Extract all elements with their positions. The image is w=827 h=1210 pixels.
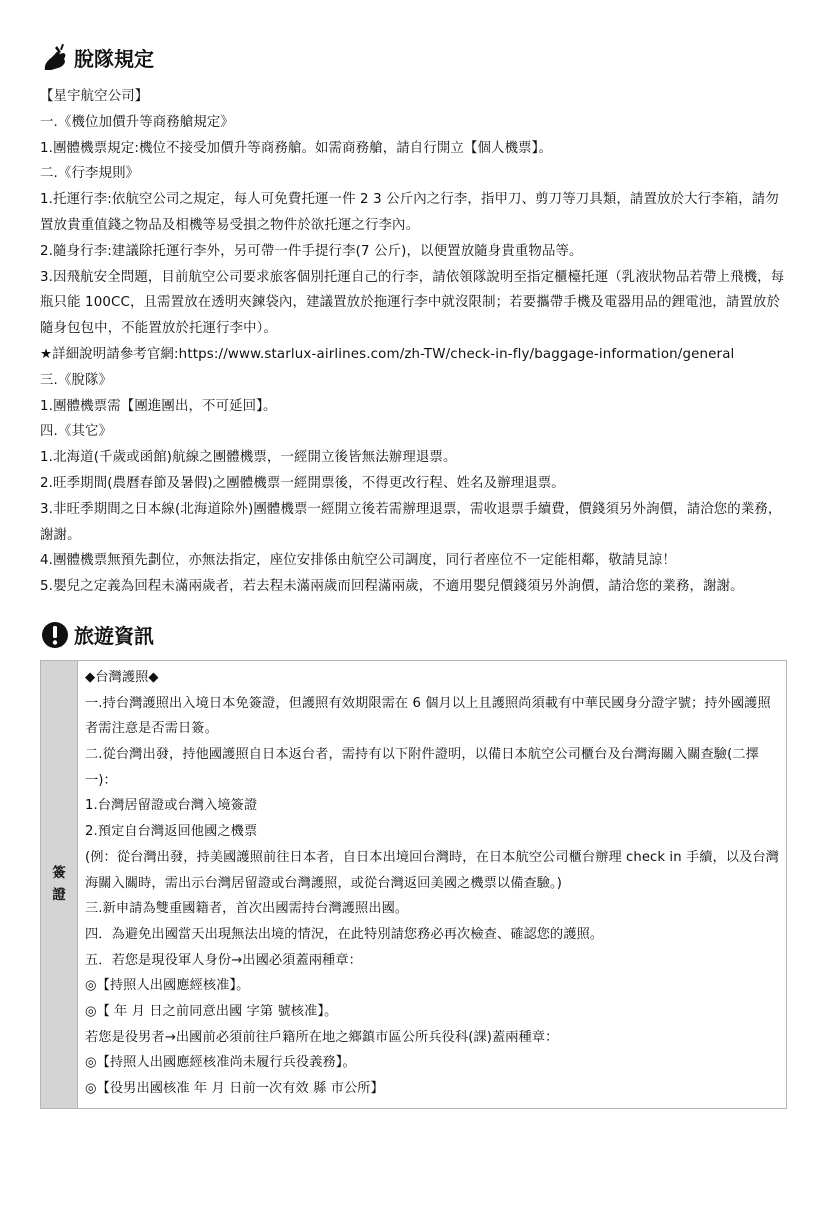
travel-info-heading: [40, 618, 787, 652]
visa-line: 五．若您是現役軍人身份→出國必須蓋兩種章：: [85, 952, 362, 968]
visa-line: ◎【持照人出國應經核准】。: [85, 978, 250, 994]
rule-line: 【星宇航空公司】: [40, 89, 149, 104]
visa-line: 若您是役男者→出國前必須前往戶籍所在地之鄉鎮市區公所兵役科(課)蓋兩種章：: [85, 1029, 559, 1045]
rule-line: 三.《脫隊》: [40, 372, 113, 388]
rule-line: 2.隨身行李:建議除托運行李外，另可帶一件手提行李(7 公斤)，以便置放隨身貴重物品等。: [40, 243, 583, 259]
visa-line: 一.持台灣護照出入境日本免簽證，但護照有效期限需在 6 個月以上且護照尚須載有中華民國身分證字號；持外國護照者需注意是否需日簽。: [85, 695, 771, 737]
visa-table: [40, 660, 787, 1109]
rule-line: 二.《行李規則》: [40, 166, 140, 182]
rule-line: 3.因飛航安全問題，目前航空公司要求旅客個別托運自己的行李，請依領隊說明至指定櫃檯托運（乳液狀物品若帶上飛機，每瓶只能 100CC，且需置放在透明夾鍊袋內，建議置放於拖運行李中就沒限制；若要攜帶手機及電器用品的鋰電池，請置放於隨身包包中，不能置放於托運行李中）。: [40, 269, 785, 337]
visa-line: 二.從台灣出發，持他國護照自日本返台者，需持有以下附件證明，以備日本航空公司櫃台及台灣海關入關查驗(二擇一)：: [85, 747, 759, 788]
exclamation-circle-icon: [40, 620, 70, 650]
travel-info-title: 旅遊資訊: [74, 624, 154, 649]
rule-line: 5.嬰兒之定義為回程未滿兩歲者，若去程未滿兩歲而回程滿兩歲，不適用嬰兒價錢須另外詢價，請洽您的業務，謝謝。: [40, 579, 744, 595]
visa-line: 2.預定自台灣返回他國之機票: [85, 824, 258, 840]
visa-line: ◆台灣護照◆: [85, 669, 159, 685]
visa-line: 1.台灣居留證或台灣入境簽證: [85, 798, 258, 814]
rule-line: 2.旺季期間(農曆春節及暑假)之團體機票一經開票後，不得更改行程、姓名及辦理退票。: [40, 475, 565, 491]
visa-header-cell: [41, 660, 78, 1108]
departure-rules-content: [40, 84, 787, 600]
document-page: [0, 40, 827, 1210]
visa-line: ◎【持照人出國應經核准尚未履行兵役義務】。: [85, 1055, 356, 1071]
rule-line: 1.團體機票需【團進團出，不可延回】。: [40, 398, 277, 414]
visa-header: 簽證: [52, 865, 66, 904]
visa-line: ◎【役男出國核准 年 月 日前一次有效 縣 市公所】: [85, 1081, 384, 1097]
official-website-link[interactable]: ★詳細說明請參考官網:https://www.starlux-airlines.com/zh-TW/check-in-fly/baggage-information/general: [40, 346, 735, 362]
visa-line: 四．為避免出國當天出現無法出境的情況，在此特別請您務必再次檢查、確認您的護照。: [85, 926, 604, 942]
rule-line: 四.《其它》: [40, 424, 113, 440]
departure-rules-title: 脫隊規定: [74, 46, 154, 71]
rule-line: 3.非旺季期間之日本線(北海道除外)團體機票一經開立後若需辦理退票，需收退票手續費，價錢須另外詢價，請洽您的業務，謝謝。: [40, 501, 782, 543]
visa-line: 三.新申請為雙重國籍者，首次出國需持台灣護照出國。: [85, 901, 409, 917]
rule-line: 一.《機位加價升等商務艙規定》: [40, 114, 234, 130]
departure-rules-heading: [40, 40, 787, 74]
rule-line: 1.團體機票規定:機位不接受加價升等商務艙。如需商務艙，請自行開立【個人機票】。: [40, 140, 553, 156]
rule-line: 1.北海道(千歲或函館)航線之團體機票，一經開立後皆無法辦理退票。: [40, 450, 457, 466]
rule-line: 4.團體機票無預先劃位，亦無法指定，座位安排係由航空公司調度，同行者座位不一定能相鄰，敬請見諒！: [40, 553, 676, 569]
visa-line: ◎【 年 月 日之前同意出國 字第 號核准】。: [85, 1004, 338, 1020]
hand-point-icon: [40, 42, 70, 72]
visa-line: (例：從台灣出發，持美國護照前往日本者，自日本出境回台灣時，在日本航空公司櫃台辦理 check in 手續，以及台灣海關入關時，需出示台灣居留證或台灣護照，或從台灣返回美國之機票以備查驗。): [85, 849, 779, 891]
rule-line: 1.托運行李:依航空公司之規定，每人可免費托運一件 2 3 公斤內之行李，指甲刀、剪刀等刀具類，請置放於大行李箱，請勿置放貴重值錢之物品及相機等易受損之物件於欲托運之行李內。: [40, 192, 779, 233]
visa-content: [78, 660, 787, 1108]
